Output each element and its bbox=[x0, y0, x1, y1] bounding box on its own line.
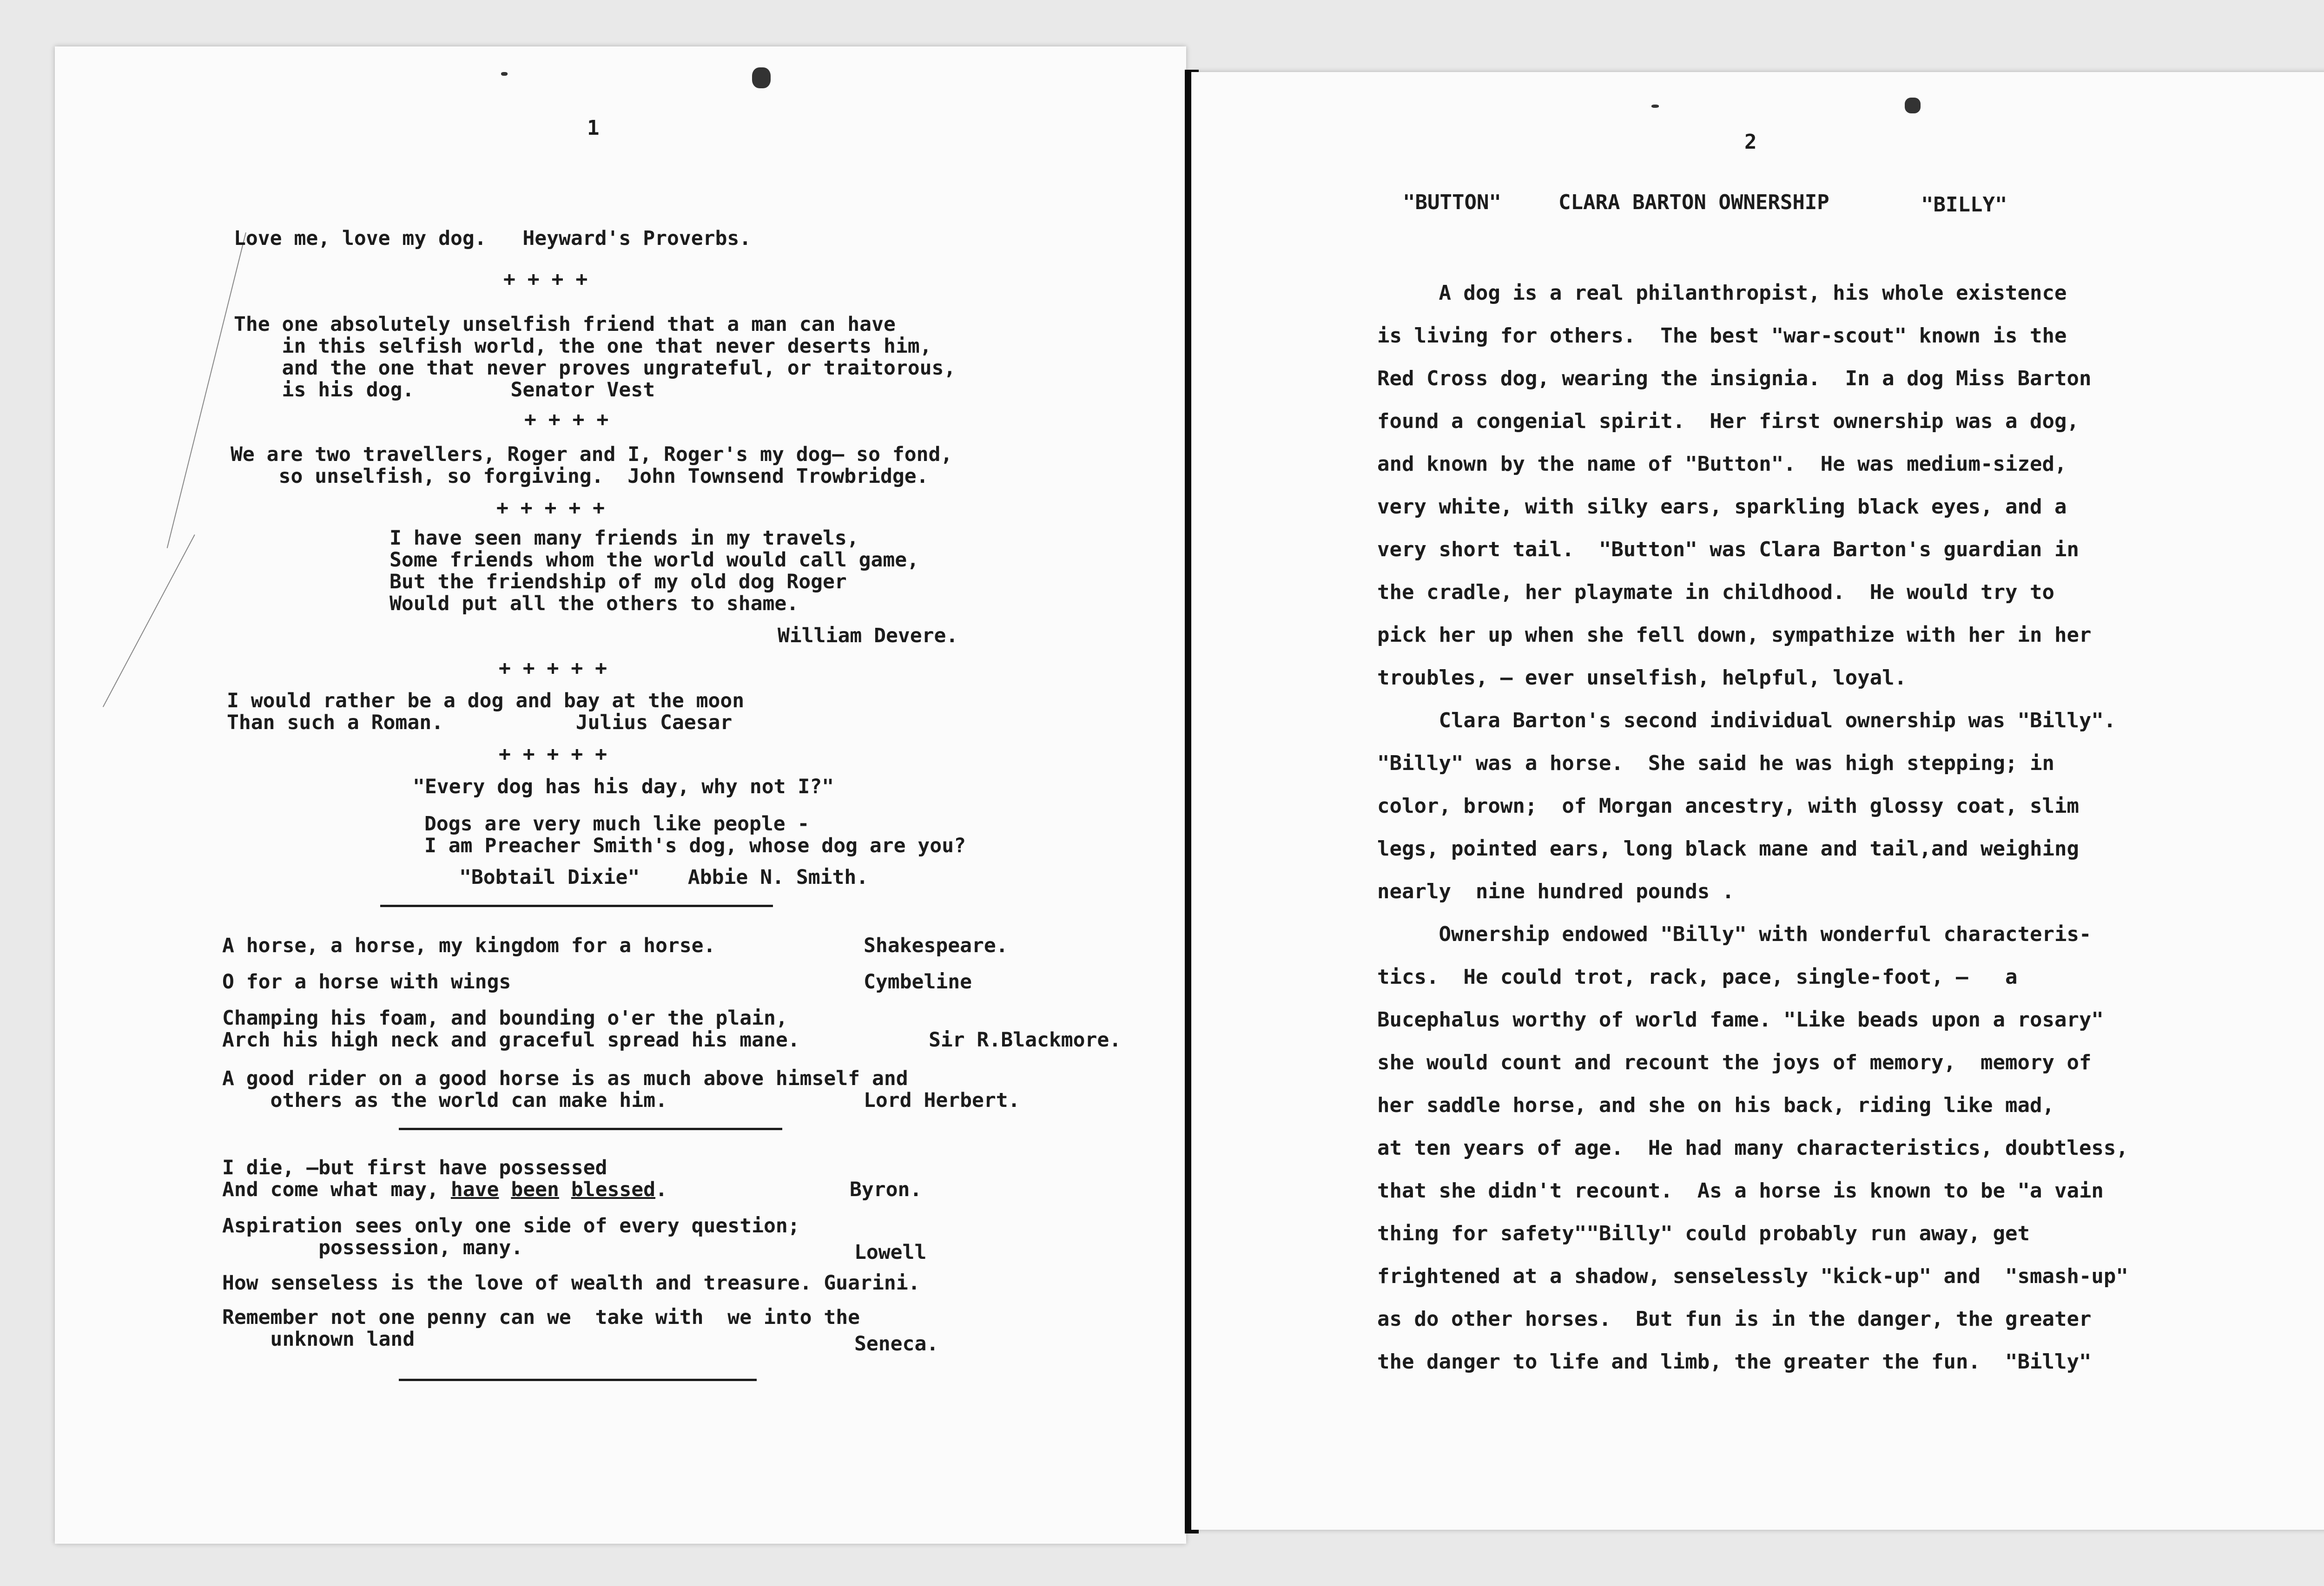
poem-line: I have seen many friends in my travels, bbox=[390, 526, 859, 550]
underlined-word: been bbox=[511, 1178, 559, 1201]
paper-speck bbox=[1651, 105, 1659, 108]
section-divider bbox=[399, 1128, 782, 1130]
quote-line: in this selfish world, the one that never deserts him, bbox=[234, 335, 932, 358]
body-line: thing for safety""Billy" could probably run away, get bbox=[1377, 1222, 2030, 1245]
page-heading-right: "BILLY" bbox=[1921, 193, 2007, 217]
body-line: frightened at a shadow, senselessly "kick-up" and "smash-up" bbox=[1377, 1264, 2128, 1288]
body-line: Red Cross dog, wearing the insignia. In a dog Miss Barton bbox=[1377, 367, 2092, 390]
poem-line: But the friendship of my old dog Roger bbox=[390, 570, 847, 593]
left-page bbox=[55, 46, 1186, 1544]
section-divider bbox=[399, 1379, 757, 1381]
body-line: troubles, — ever unselfish, helpful, loyal. bbox=[1377, 666, 1907, 690]
body-line: Clara Barton's second individual ownership was "Billy". bbox=[1377, 709, 2116, 732]
quote-line: A good rider on a good horse is as much above himself and bbox=[222, 1067, 908, 1090]
body-line: A dog is a real philanthropist, his whole existence bbox=[1377, 281, 2067, 305]
poem-line: Would put all the others to shame. bbox=[390, 592, 799, 615]
page-number: 1 bbox=[587, 116, 600, 140]
quote-line: The one absolutely unselfish friend that a man can have bbox=[234, 313, 896, 336]
quote-line: And come what may, have been blessed. bbox=[222, 1178, 667, 1201]
body-line: pick her up when she fell down, sympathize with her in her bbox=[1377, 623, 2092, 647]
quote-line: A horse, a horse, my kingdom for a horse. bbox=[222, 934, 716, 957]
quote-line: I am Preacher Smith's dog, whose dog are you? bbox=[424, 834, 966, 857]
poem-line: Some friends whom the world would call game, bbox=[390, 548, 919, 572]
body-line: the cradle, her playmate in childhood. He would try to bbox=[1377, 580, 2054, 604]
quote-line: is his dog. Senator Vest bbox=[234, 378, 655, 401]
margin-pencil-mark bbox=[103, 534, 195, 707]
quote-attribution: William Devere. bbox=[778, 624, 958, 647]
quote-line: possession, many. bbox=[222, 1236, 523, 1259]
body-line: tics. He could trot, rack, pace, single-foot, — a bbox=[1377, 965, 2018, 989]
quote-attribution: Shakespeare. bbox=[864, 934, 1008, 957]
body-line: Bucephalus worthy of world fame. "Like beads upon a rosary" bbox=[1377, 1008, 2104, 1032]
underlined-word: have bbox=[450, 1178, 499, 1201]
quote-line: Aspiration sees only one side of every question; bbox=[222, 1214, 800, 1237]
body-line: Ownership endowed "Billy" with wonderful characteris- bbox=[1377, 922, 2092, 946]
section-divider bbox=[380, 905, 773, 907]
quote-attribution: Lord Herbert. bbox=[864, 1089, 1020, 1112]
quote-line: "Every dog has his day, why not I?" bbox=[413, 775, 834, 798]
paper-speck bbox=[752, 67, 771, 88]
quote-separator: + + + + bbox=[524, 408, 609, 431]
quote-line: I would rather be a dog and bay at the moon bbox=[227, 689, 745, 712]
quote-attribution: Sir R.Blackmore. bbox=[929, 1028, 1122, 1052]
body-line: very short tail. "Button" was Clara Barton's guardian in bbox=[1377, 538, 2079, 561]
body-line: she would count and recount the joys of memory, memory of bbox=[1377, 1051, 2092, 1074]
body-line: at ten years of age. He had many characteristics, doubtless, bbox=[1377, 1136, 2128, 1160]
body-line: legs, pointed ears, long black mane and tail,and weighing bbox=[1377, 837, 2079, 861]
quote-separator: + + + + + bbox=[499, 657, 607, 680]
underlined-word: blessed bbox=[571, 1178, 656, 1201]
body-line: as do other horses. But fun is in the danger, the greater bbox=[1377, 1307, 2092, 1331]
page-heading-left: "BUTTON" bbox=[1403, 191, 1501, 214]
quote-line: Champing his foam, and bounding o'er the plain, bbox=[222, 1007, 788, 1030]
body-line: her saddle horse, and she on his back, riding like mad, bbox=[1377, 1093, 2054, 1117]
body-line: the danger to life and limb, the greater the fun. "Billy" bbox=[1377, 1350, 2092, 1374]
body-line: found a congenial spirit. Her first ownership was a dog, bbox=[1377, 409, 2079, 433]
quote-line: How senseless is the love of wealth and treasure. Guarini. bbox=[222, 1271, 920, 1295]
quote-attribution: Cymbeline bbox=[864, 970, 972, 994]
quote-attribution: Byron. bbox=[850, 1178, 922, 1201]
quote-line: Than such a Roman. Julius Caesar bbox=[227, 711, 733, 734]
quote-attribution: "Bobtail Dixie" Abbie N. Smith. bbox=[459, 866, 869, 889]
quote-line: Dogs are very much like people - bbox=[424, 812, 810, 836]
quote-line: so unselfish, so forgiving. John Townsend Trowbridge. bbox=[231, 465, 929, 488]
quote-line: I die, —but first have possessed bbox=[222, 1156, 607, 1179]
page-heading: CLARA BARTON OWNERSHIP bbox=[1558, 191, 1829, 214]
body-line: very white, with silky ears, sparkling black eyes, and a bbox=[1377, 495, 2067, 519]
body-line: color, brown; of Morgan ancestry, with glossy coat, slim bbox=[1377, 794, 2079, 818]
body-line: that she didn't recount. As a horse is known to be "a vain bbox=[1377, 1179, 2104, 1203]
body-line: and known by the name of "Button". He was medium-sized, bbox=[1377, 452, 2067, 476]
quote-line: We are two travellers, Roger and I, Roger's my dog— so fond, bbox=[231, 443, 953, 466]
quote-line: unknown land bbox=[222, 1328, 415, 1351]
quote-line: Arch his high neck and graceful spread his mane. bbox=[222, 1028, 800, 1052]
quote-separator: + + + + + bbox=[496, 496, 605, 520]
quote-attribution: Lowell bbox=[854, 1241, 927, 1264]
quote-line: Remember not one penny can we take with we into the bbox=[222, 1306, 860, 1329]
quote-line: Love me, love my dog. Heyward's Proverbs. bbox=[234, 227, 752, 250]
paper-speck bbox=[1905, 98, 1921, 113]
quote-separator: + + + + bbox=[503, 268, 588, 291]
paper-speck bbox=[501, 72, 508, 76]
body-line: "Billy" was a horse. She said he was high stepping; in bbox=[1377, 751, 2054, 775]
quote-attribution: Seneca. bbox=[854, 1332, 939, 1356]
quote-line: others as the world can make him. bbox=[222, 1089, 667, 1112]
quote-line: O for a horse with wings bbox=[222, 970, 511, 994]
body-line: is living for others. The best "war-scout" known is the bbox=[1377, 324, 2067, 348]
body-line: nearly nine hundred pounds . bbox=[1377, 880, 1735, 903]
right-page bbox=[1191, 72, 2324, 1530]
quote-line: and the one that never proves ungrateful, or traitorous, bbox=[234, 356, 956, 380]
page-number: 2 bbox=[1744, 130, 1757, 154]
quote-separator: + + + + + bbox=[499, 743, 607, 766]
